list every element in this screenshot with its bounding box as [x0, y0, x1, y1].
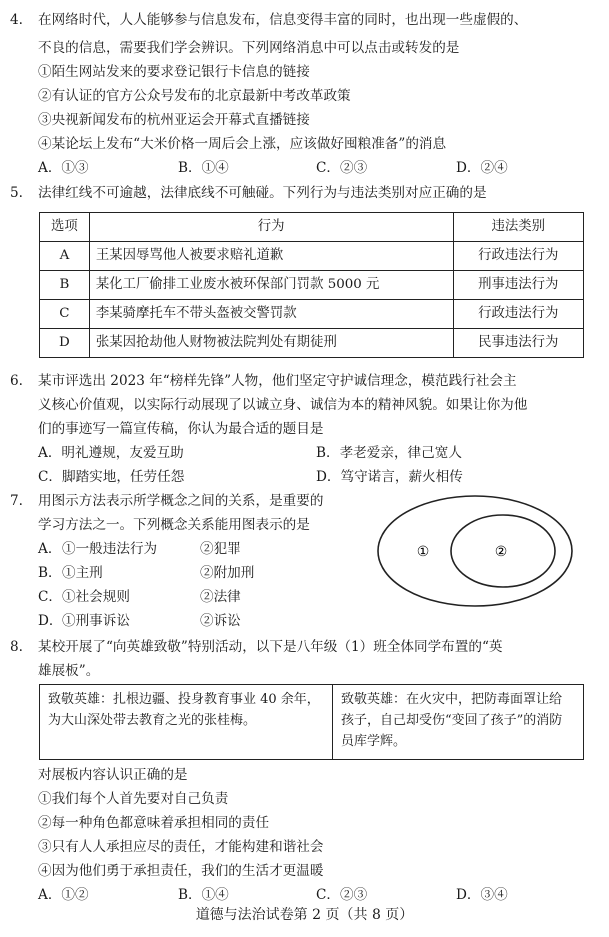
q6-option-c: C．脚踏实地，任劳任怨 — [38, 469, 185, 485]
law-table — [39, 212, 584, 358]
table-cell-option: C — [40, 300, 90, 329]
q7-option-c-letter: C． — [38, 589, 62, 605]
concept-diagram — [375, 493, 575, 609]
q7-number: 7. — [10, 493, 23, 509]
hero-board-right: 致敬英雄：在火灾中，把防毒面罩让给孩子，自己却受伤“变回了孩子”的消防员库学辉。 — [341, 692, 563, 749]
q8-item-1: ①我们每个人首先要对自己负责 — [38, 791, 229, 807]
q6-option-b: B．孝老爱亲，律己宽人 — [316, 445, 462, 461]
table-cell-option: B — [40, 271, 90, 300]
q7-option-d-first: ①刑事诉讼 — [62, 613, 130, 629]
q4-option-b: B．①④ — [178, 160, 229, 176]
q7-option-b-second: ②附加刑 — [200, 565, 255, 581]
q8-item-3: ③只有人人承担应尽的责任，才能构建和谐社会 — [38, 839, 324, 855]
q8-option-a: A．①② — [38, 887, 89, 903]
q6-option-d: D．笃守诺言，薪火相传 — [316, 469, 463, 485]
q5-stem: 法律红线不可逾越，法律底线不可触碰。下列行为与违法类别对应正确的是 — [38, 185, 487, 201]
table-header-category: 违法类别 — [453, 213, 583, 242]
table-cell-behavior: 某化工厂偷排工业废水被环保部门罚款 5000 元 — [89, 271, 453, 300]
q7-option-a-first: ①一般违法行为 — [62, 541, 158, 557]
page-footer: 道德与法治试卷第 2 页（共 8 页） — [195, 907, 414, 923]
q4-stem-line-1: 在网络时代，人人能够参与信息发布，信息变得丰富的同时，也出现一些虚假的、 — [38, 12, 528, 28]
inner-label: ② — [494, 544, 508, 560]
table-cell-behavior: 张某因抢劫他人财物被法院判处有期徒刑 — [89, 329, 453, 358]
table-cell-category: 行政违法行为 — [453, 242, 583, 271]
q7-option-d-second: ②诉讼 — [200, 613, 241, 629]
q8-number: 8. — [10, 639, 23, 655]
q4-option-a: A．①③ — [38, 160, 89, 176]
q8-option-b: B．①④ — [178, 887, 229, 903]
q8-option-d: D．③④ — [456, 887, 508, 903]
table-cell-behavior: 李某骑摩托车不带头盔被交警罚款 — [89, 300, 453, 329]
q4-number: 4. — [10, 12, 23, 28]
table-cell-category: 刑事违法行为 — [453, 271, 583, 300]
q7-option-a-second: ②犯罪 — [200, 541, 241, 557]
q6-number: 6. — [10, 373, 23, 389]
q4-stem-line-2: 不良的信息，需要我们学会辨识。下列网络消息中可以点击或转发的是 — [38, 40, 460, 56]
q7-option-b-letter: B． — [38, 565, 62, 581]
table-cell-option: A — [40, 242, 90, 271]
table-row — [40, 329, 584, 358]
q8-item-2: ②每一种角色都意味着承担相同的责任 — [38, 815, 270, 831]
outer-label: ① — [416, 544, 430, 560]
q7-option-c-second: ②法律 — [200, 589, 241, 605]
q4-item-1: ①陌生网站发来的要求登记银行卡信息的链接 — [38, 64, 310, 80]
q8-option-c: C．②③ — [316, 887, 368, 903]
q7-option-b-first: ①主刑 — [62, 565, 103, 581]
table-header-row — [40, 213, 584, 242]
hero-board-left: 致敬英雄：扎根边疆、投身教育事业 40 余年，为大山深处带去教育之光的张桂梅。 — [40, 685, 333, 759]
q7-stem-line-2: 学习方法之一。下列概念关系能用图表示的是 — [38, 517, 310, 533]
table-cell-category: 行政违法行为 — [453, 300, 583, 329]
q7-option-a-letter: A． — [38, 541, 62, 557]
q4-item-4: ④某论坛上发布“大米价格一周后会上涨，应该做好囤粮准备”的消息 — [38, 136, 447, 152]
table-row — [40, 271, 584, 300]
table-row — [40, 300, 584, 329]
q8-stem-line-2: 雄展板”。 — [38, 663, 100, 679]
q5-number: 5. — [10, 185, 23, 201]
q8-item-4: ④因为他们勇于承担责任，我们的生活才更温暖 — [38, 863, 324, 879]
outer-ellipse — [378, 496, 572, 606]
q6-stem-line-3: 们的事迹写一篇宣传稿，你认为最合适的题目是 — [38, 421, 324, 437]
hero-board — [39, 684, 584, 760]
q8-question: 对展板内容认识正确的是 — [38, 767, 188, 783]
q8-stem-line-1: 某校开展了“向英雄致敬”特别活动，以下是八年级（1）班全体同学布置的“英 — [38, 639, 503, 655]
table-cell-option: D — [40, 329, 90, 358]
q4-option-d: D．②④ — [456, 160, 508, 176]
table-cell-category: 民事违法行为 — [453, 329, 583, 358]
q4-item-3: ③央视新闻发布的杭州亚运会开幕式直播链接 — [38, 112, 310, 128]
q4-item-2: ②有认证的官方公众号发布的北京最新中考改革政策 — [38, 88, 351, 104]
q7-option-c-first: ①社会规则 — [62, 589, 130, 605]
q6-option-a: A．明礼遵规，友爱互助 — [38, 445, 184, 461]
table-cell-behavior: 王某因辱骂他人被要求赔礼道歉 — [89, 242, 453, 271]
table-header-behavior: 行为 — [89, 213, 453, 242]
table-row — [40, 242, 584, 271]
q6-stem-line-1: 某市评选出 2023 年“榜样先锋”人物，他们坚定守护诚信理念，模范践行社会主 — [38, 373, 517, 389]
q6-stem-line-2: 义核心价值观，以实际行动展现了以诚立身、诚信为本的精神风貌。如果让你为他 — [38, 397, 528, 413]
table-header-option: 选项 — [40, 213, 90, 242]
q7-option-d-letter: D． — [38, 613, 63, 629]
q4-option-c: C．②③ — [316, 160, 368, 176]
q7-stem-line-1: 用图示方法表示所学概念之间的关系，是重要的 — [38, 493, 324, 509]
